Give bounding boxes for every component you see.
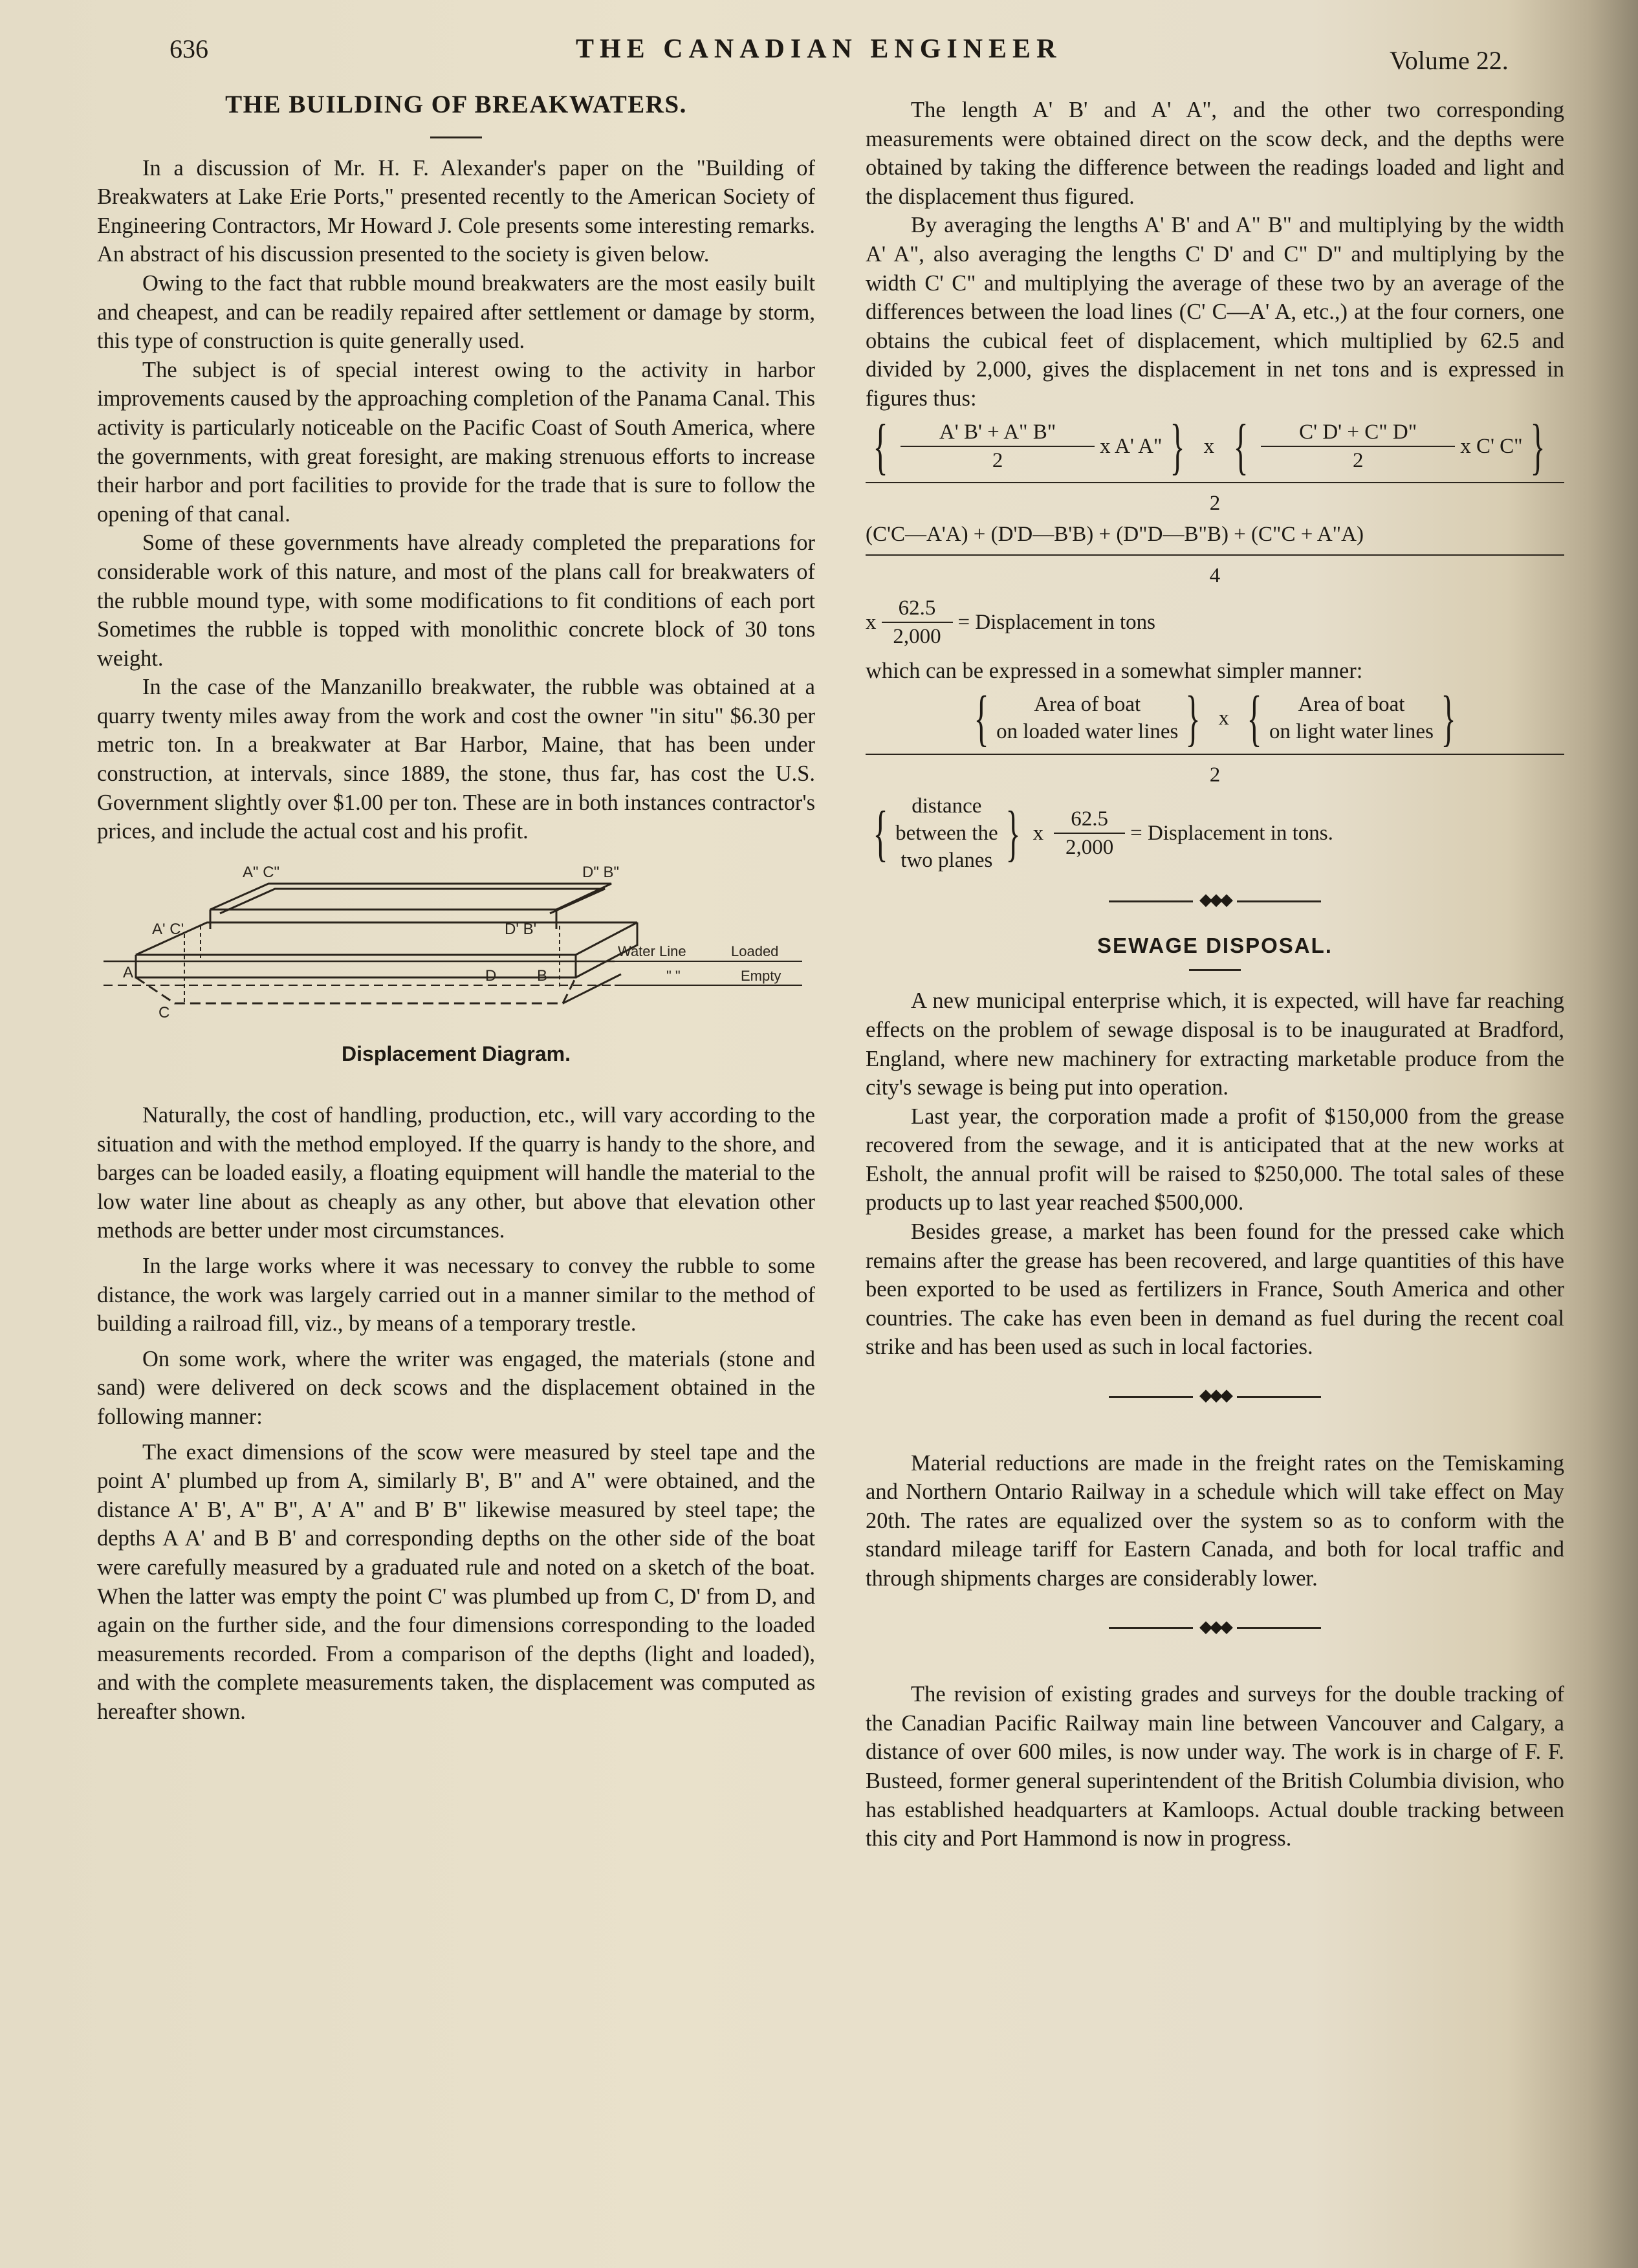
formula-num1: A' B' + A" B" <box>939 420 1056 444</box>
paragraph: Some of these governments have already completed the preparations for considerable work of this nature, and most of the plans call for breakwaters of the rubble mound type, with some modifications to fit conditions of each port Sometimes the rubble is topped with monolithic concrete block of 30 tons weight. <box>97 530 815 671</box>
paragraph: The length A' B' and A' A", and the other two corresponding measurements were obtained direct on the scow deck, and the depths were obtained by taking the difference between the readings loaded and light and the displacement thus figured. <box>866 98 1564 209</box>
paragraph: Naturally, the cost of handling, production, etc., will vary according to the situation and with the method employed. If the quarry is handy to the shore, and barges can be loaded easily, a floating equipment will handle the material to the low water line about as cheaply as any other, but above that elevation other methods are better under most circumstances. <box>97 1103 815 1243</box>
formula-times: x <box>1203 434 1215 458</box>
formula-sum: (C'C—A'A) + (D'D—B'B) + (D"D—B"B) + (C"C + A"A) <box>866 522 1364 546</box>
paragraph: The subject is of special interest owing to the activity in harbor improvements caused by the approaching completion of the Panama Canal. This activity is particularly noticeable on the Pacific Coast of South America, where the governments, with great foresight, are making strenuous efforts to increase their harbor and port facilities to provide for the trade that is sure to follow the opening of that canal. <box>97 357 815 527</box>
distance-2: between the <box>895 822 998 845</box>
distance-3: two planes <box>901 849 993 873</box>
formula-mul2: x C' C" <box>1460 434 1523 458</box>
formula2-result: = Displacement in tons. <box>1130 822 1333 845</box>
factor2-num: 62.5 <box>1071 807 1109 831</box>
left-column <box>97 91 815 1727</box>
factor-den: 2,000 <box>893 624 941 648</box>
formula-den1: 2 <box>992 448 1003 472</box>
formula-result: = Displacement in tons <box>957 610 1155 634</box>
article-title-sewage: SEWAGE DISPOSAL. <box>1097 933 1333 957</box>
formula-factor-row: x $\frac{62.5}{2,000}$ = Displacement in tons <box>866 594 1564 650</box>
area-light-1: Area of boat <box>1298 693 1405 717</box>
paragraph: In the large works where it was necessary to convey the rubble to some distance, the work was largely carried out in a manner similar to the method of building a railroad fill, viz., by means of a temporary trestle. <box>97 1254 815 1336</box>
factor-num: 62.5 <box>898 596 936 620</box>
label-ditto: " " <box>666 967 681 984</box>
label-d2b2: D" B" <box>582 863 620 881</box>
journal-title: THE CANADIAN ENGINEER <box>576 34 1062 64</box>
title-rule <box>430 136 482 138</box>
volume-label: Volume 22. <box>1390 46 1509 75</box>
right-column <box>866 96 1564 1853</box>
label-d: D <box>485 966 497 985</box>
label-a1c1: A' C' <box>152 920 184 938</box>
paragraph: By averaging the lengths A' B' and A" B" and multiplying by the width A' A", also averaging the lengths C' D' and C" D" and multiplying by the width C' C" and multiplying the average of these two by an average of the differences between the load lines (C' C—A' A, etc.,) at the four corners, one obtains the cubical feet of displacement, which multiplied by 62.5 and divided by 2,000, gives the displacement in net tons and is expressed in figures thus: <box>866 213 1564 411</box>
page-number: 636 <box>169 34 208 63</box>
paragraph: The revision of existing grades and surveys for the double tracking of the Canadian Pacific Railway main line between Vancouver and Calgary, a distance of over 600 miles, is now under way. The work is in charge of F. F. Busteed, former general superintendent of the British Columbia division, who has established headquarters at Kamloops. Actual double tracking between this city and Port Hammond is now in progress. <box>866 1682 1564 1851</box>
formula-top-row: { $\frac{A' B' + A" B"}{2}$ x A' A" } x { $\frac{C' D' + C" D"}{2}$ x C' C" } <box>873 411 1545 481</box>
ornament-divider: ◆◆◆ <box>866 886 1564 915</box>
paragraph: which can be expressed in a somewhat simpler manner: <box>866 658 1363 683</box>
simpler-den: 2 <box>1209 763 1221 787</box>
formula-outer-den: 2 <box>1209 491 1221 515</box>
simpler-formula: { Area of boat on loaded water lines } x { Area of boat on light water lines } 2 { distance between the two planes } x $\frac{62.5}{2,000}$ = Displacement in tons. <box>866 689 1564 874</box>
displacement-diagram <box>97 858 815 1069</box>
formula-mul1: x A' A" <box>1100 434 1163 458</box>
label-d1b1: D' B' <box>505 920 537 938</box>
paragraph: The exact dimensions of the scow were measured by steel tape and the point A' plumbed up from A, similarly B', B" and A" were obtained, and the distance A' B', A" B", A' A" and B' B" likewise measured by steel tape; the depths A A' and B B' and corresponding depths on the other side of the boat were carefully measured by a graduated rule and noted on a sketch of the boat. When the latter was empty the point C' was plumbed up from C, D' from D, and again on the further side, and the four dimensions corresponding to the loaded measurements recorded. From a comparison of the depths (light and loaded), and with the complete measurements taken, the displacement was computed as hereafter shown. <box>97 1439 815 1724</box>
paragraph: In the case of the Manzanillo breakwater, the rubble was obtained at a quarry twenty miles away from the work and cost the owner "in situ" $6.30 per metric ton. In a breakwater at Bar Harbor, Maine, that has been under construction, at intervals, since 1889, the stone, thus far, has cost the U.S. Government slightly over $1.00 per ton. These are in both instances contractor's prices, and include the actual cost and his profit. <box>97 675 815 844</box>
title-rule <box>1189 969 1241 971</box>
paragraph: In a discussion of Mr. H. F. Alexander's paper on the "Building of Breakwaters at Lake Erie Ports," presented recently to the American Society of Engineering Contractors, Mr Howard J. Cole presents some interesting remarks. An abstract of his discussion presented to the society is given below. <box>97 155 815 267</box>
label-b: B <box>537 966 548 985</box>
ornament-divider: ◆◆◆ <box>866 1381 1564 1410</box>
displacement-formula <box>866 411 1564 650</box>
label-a: A <box>123 963 134 981</box>
diagram-caption: Displacement Diagram. <box>342 1042 571 1066</box>
area-loaded-1: Area of boat <box>1034 693 1141 717</box>
distance-1: distance <box>912 794 982 818</box>
paragraph: Besides grease, a market has been found for the pressed cake which remains after the grease has been recovered, and large quantities of this have been exported to be used as fertilizers in France, South America and other countries. The cake has even been in demand as fuel during the recent coal strike and has been used as such in local factories. <box>866 1219 1564 1360</box>
area-loaded-2: on loaded water lines <box>996 720 1179 744</box>
formula-den2: 2 <box>1352 448 1364 472</box>
paragraph: Last year, the corporation made a profit of $150,000 from the grease recovered from the sewage, and it is anticipated that at the new works at Esholt, the annual profit will be raised to $250,000. The total sales of these products up to last year reached $500,000. <box>866 1104 1564 1216</box>
label-water-line: Water Line <box>618 943 686 959</box>
formula-sum-den: 4 <box>1209 563 1221 587</box>
label-a2c2: A" C" <box>243 863 280 881</box>
label-c: C <box>158 1003 170 1021</box>
area-light-2: on light water lines <box>1269 720 1434 744</box>
article-title-breakwaters: THE BUILDING OF BREAKWATERS. <box>225 91 687 118</box>
formula-num2: C' D' + C" D" <box>1299 420 1417 444</box>
ornament-divider: ◆◆◆ <box>866 1613 1564 1642</box>
paragraph: A new municipal enterprise which, it is expected, will have far reaching effects on the problem of sewage disposal is to be inaugurated at Bradford, England, where new machinery for extracting marketable produce from the city's sewage is being put into operation. <box>866 988 1564 1100</box>
scow-drawing <box>97 858 815 1032</box>
label-loaded: Loaded <box>731 943 779 959</box>
label-empty: Empty <box>741 967 781 984</box>
factor2-den: 2,000 <box>1065 836 1114 860</box>
paragraph: On some work, where the writer was engaged, the materials (stone and sand) were delivered on deck scows and the displacement obtained in the following manner: <box>97 1346 815 1429</box>
paragraph: Material reductions are made in the freight rates on the Temiskaming and Northern Ontario Railway in a schedule which will take effect on May 20th. The rates are equalized over the system so as to conform with the standard mileage tariff for Eastern Canada, and both for local traffic and through shipments charges are considerably lower. <box>866 1450 1564 1591</box>
paragraph: Owing to the fact that rubble mound breakwaters are the most easily built and cheapest, and can be readily repaired after settlement or damage by storm, this type of construction is quite generally used. <box>97 270 815 354</box>
